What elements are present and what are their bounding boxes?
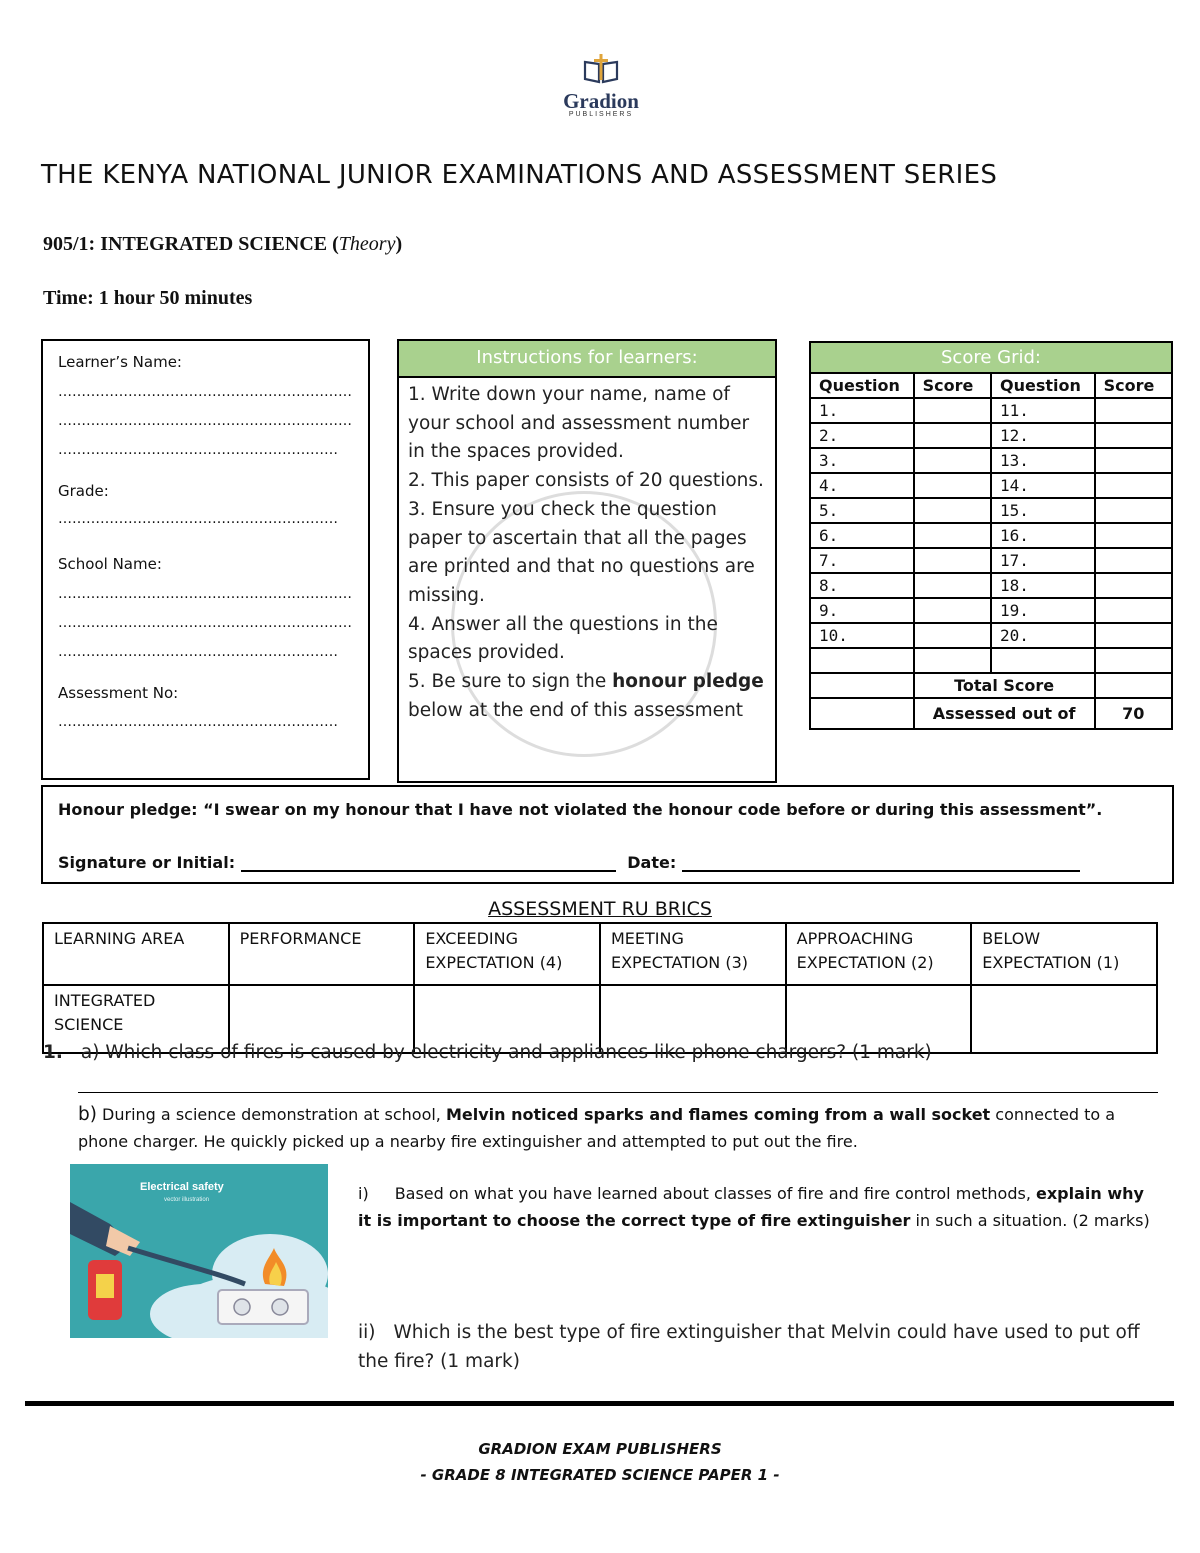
- score-cell[interactable]: [914, 448, 991, 473]
- question-1b-i-emphasis: explain why it is important to choose the correct type of fire extinguisher: [358, 1184, 1144, 1230]
- rubric-header: PERFORMANCE: [229, 923, 415, 985]
- question-number: 7.: [810, 548, 914, 573]
- learner-name-label: Learner’s Name:: [58, 353, 182, 371]
- date-label: Date:: [627, 853, 677, 872]
- learner-name-field[interactable]: ………………………………………………………: [58, 384, 352, 400]
- question-1b-ii-label: ii): [358, 1322, 376, 1343]
- signature-row: [58, 852, 1080, 872]
- school-name-label: School Name:: [58, 555, 162, 573]
- question-number: 18.: [991, 573, 1095, 598]
- rubric-learning-area: INTEGRATED SCIENCE: [43, 985, 229, 1053]
- question-number: 10.: [810, 623, 914, 648]
- score-cell[interactable]: [1095, 398, 1172, 423]
- question-number: 20.: [991, 623, 1095, 648]
- instruction-item: 4. Answer all the questions in the spaces provided.: [408, 613, 718, 664]
- score-cell[interactable]: [914, 573, 991, 598]
- question-number: 4.: [810, 473, 914, 498]
- signature-field[interactable]: [241, 852, 616, 872]
- score-cell[interactable]: [1095, 498, 1172, 523]
- blank-cell: [810, 698, 914, 729]
- logo-subtitle: PUBLISHERS: [568, 111, 634, 118]
- score-cell[interactable]: [914, 498, 991, 523]
- score-cell[interactable]: [914, 423, 991, 448]
- paper-code: [43, 233, 402, 256]
- blank-cell: [991, 648, 1095, 673]
- question-number: 16.: [991, 523, 1095, 548]
- school-name-field[interactable]: ………………………………………………………: [58, 615, 352, 631]
- learner-name-field[interactable]: ………………………………………………………: [58, 413, 352, 429]
- col-score: Score: [914, 373, 991, 398]
- honour-pledge-box: [41, 785, 1174, 884]
- score-cell[interactable]: [914, 598, 991, 623]
- question-number: 9.: [810, 598, 914, 623]
- instructions-box: [397, 339, 777, 783]
- score-cell[interactable]: [1095, 573, 1172, 598]
- footer-publisher: GRADION EXAM PUBLISHERS: [478, 1440, 722, 1458]
- question-number: 5.: [810, 498, 914, 523]
- total-score-cell[interactable]: [1095, 673, 1172, 698]
- assessed-out-of-label: Assessed out of: [914, 698, 1095, 729]
- score-cell[interactable]: [914, 398, 991, 423]
- rubric-header: MEETING EXPECTATION (3): [600, 923, 786, 985]
- score-cell[interactable]: [1095, 523, 1172, 548]
- instruction-item: [408, 668, 770, 725]
- question-number: 17.: [991, 548, 1095, 573]
- instruction-5-post: below at the end of this assessment: [408, 699, 744, 721]
- question-1b-pre: During a science demonstration at school,: [96, 1105, 446, 1124]
- learner-name-field[interactable]: ……………………………………………………: [58, 442, 338, 458]
- learner-details-box: [41, 339, 370, 780]
- paper-code-close: ): [395, 233, 403, 255]
- score-cell[interactable]: [1095, 473, 1172, 498]
- score-cell[interactable]: [914, 548, 991, 573]
- question-number: 3.: [810, 448, 914, 473]
- question-number: 15.: [991, 498, 1095, 523]
- question-1b-post: connected to a phone charger. He quickly picked up a nearby fire extinguisher and attempted to put out the fire.: [78, 1105, 1116, 1151]
- question-1a-text: a) Which class of fires is caused by electricity and appliances like phone chargers? (1 mark): [80, 1042, 932, 1063]
- question-1b-label: b): [78, 1104, 97, 1125]
- score-cell[interactable]: [1095, 598, 1172, 623]
- score-grid-heading: Score Grid:: [810, 342, 1172, 373]
- electrical-safety-illustration: [70, 1164, 328, 1338]
- blank-cell: [1095, 648, 1172, 673]
- rubric-header: APPROACHING EXPECTATION (2): [786, 923, 972, 985]
- instruction-item: 1. Write down your name, name of your school and assessment number in the spaces provided.: [408, 384, 750, 463]
- question-number: 1.: [810, 398, 914, 423]
- score-grid: [809, 341, 1173, 730]
- total-score-label: Total Score: [914, 673, 1095, 698]
- assessment-rubric-table: [42, 922, 1158, 1054]
- question-1b-i-label: i): [358, 1184, 369, 1203]
- score-cell[interactable]: [914, 473, 991, 498]
- instruction-item: 2. This paper consists of 20 questions.: [408, 470, 764, 492]
- instructions-heading: Instructions for learners:: [399, 341, 775, 378]
- question-number: 6.: [810, 523, 914, 548]
- grade-field[interactable]: ……………………………………………………: [58, 511, 338, 527]
- date-field[interactable]: [682, 852, 1080, 872]
- col-score: Score: [1095, 373, 1172, 398]
- question-1b-emphasis: Melvin noticed sparks and flames coming from a wall socket: [445, 1105, 991, 1124]
- question-number: 8.: [810, 573, 914, 598]
- assessment-no-label: Assessment No:: [58, 684, 179, 702]
- score-cell[interactable]: [1095, 423, 1172, 448]
- signature-label: Signature or Initial:: [58, 853, 236, 872]
- instruction-item: 3. Ensure you check the question paper to ascertain that all the pages are printed and that no questions are missing.: [408, 498, 755, 606]
- rubric-header: LEARNING AREA: [43, 923, 229, 985]
- school-name-field[interactable]: ……………………………………………………: [58, 644, 338, 660]
- score-cell[interactable]: [914, 523, 991, 548]
- question-number: 1.: [43, 1042, 63, 1063]
- rubric-header: BELOW EXPECTATION (1): [971, 923, 1157, 985]
- question-1b: [78, 1101, 1168, 1155]
- question-1b-i-post: in such a situation. (2 marks): [910, 1211, 1150, 1230]
- footer-paper: - GRADE 8 INTEGRATED SCIENCE PAPER 1 -: [420, 1466, 780, 1484]
- illustration-title: Electrical safety: [140, 1181, 224, 1193]
- col-question: Question: [991, 373, 1095, 398]
- school-name-field[interactable]: ………………………………………………………: [58, 586, 352, 602]
- question-1b-ii: [358, 1318, 1168, 1376]
- paper-kind: Theory: [338, 233, 396, 255]
- question-1b-i: [358, 1180, 1158, 1234]
- book-cross-icon: [581, 52, 621, 86]
- question-1b-i-pre: Based on what you have learned about classes of fire and fire control methods,: [394, 1184, 1036, 1203]
- question-number: 19.: [991, 598, 1095, 623]
- blank-cell: [810, 648, 914, 673]
- question-number: 13.: [991, 448, 1095, 473]
- question-1b-ii-text: Which is the best type of fire extinguisher that Melvin could have used to put off the fire? (1 mark): [358, 1322, 1140, 1372]
- instruction-5-pre: 5. Be sure to sign the: [408, 671, 613, 693]
- time-allowed: Time: 1 hour 50 minutes: [43, 287, 253, 309]
- rubric-title: ASSESSMENT RU BRICS: [488, 898, 712, 920]
- question-number: 12.: [991, 423, 1095, 448]
- question-number: 2.: [810, 423, 914, 448]
- score-cell[interactable]: [1095, 623, 1172, 648]
- assessed-out-of-value: 70: [1095, 698, 1172, 729]
- honour-pledge-text: Honour pledge: “I swear on my honour that I have not violated the honour code before or during this assessment”.: [58, 800, 1103, 819]
- score-cell[interactable]: [1095, 448, 1172, 473]
- page-footer: [0, 1436, 1200, 1488]
- score-cell[interactable]: [914, 623, 991, 648]
- score-cell[interactable]: [1095, 548, 1172, 573]
- answer-line[interactable]: [78, 1092, 1158, 1093]
- illustration-subtitle: vector illustration: [164, 1197, 210, 1203]
- blank-cell: [810, 673, 914, 698]
- rubric-header: EXCEEDING EXPECTATION (4): [414, 923, 600, 985]
- honour-pledge-emphasis: honour pledge: [612, 671, 764, 693]
- grade-label: Grade:: [58, 482, 109, 500]
- col-question: Question: [810, 373, 914, 398]
- question-number: 14.: [991, 473, 1095, 498]
- question-1a: [43, 1042, 932, 1063]
- logo-wordmark: Gradion: [563, 89, 639, 113]
- publisher-logo: [548, 52, 654, 124]
- footer-rule: [25, 1401, 1174, 1406]
- assessment-no-field[interactable]: ……………………………………………………: [58, 714, 338, 730]
- exam-series-title: THE KENYA NATIONAL JUNIOR EXAMINATIONS AND ASSESSMENT SERIES: [41, 160, 998, 190]
- blank-cell: [914, 648, 991, 673]
- question-number: 11.: [991, 398, 1095, 423]
- rubric-cell[interactable]: [971, 985, 1157, 1053]
- paper-code-text: 905/1: INTEGRATED SCIENCE (: [43, 233, 339, 255]
- instructions-list: [408, 381, 770, 725]
